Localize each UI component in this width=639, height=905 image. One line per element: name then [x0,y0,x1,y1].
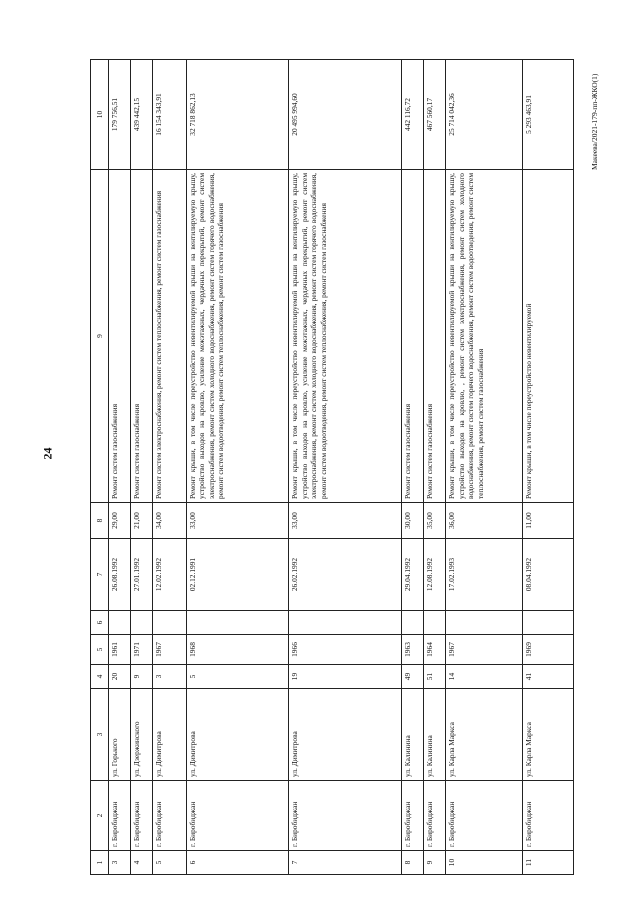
cost-cell: 5 293 463,91 [522,60,573,170]
wear-percent-cell: 33,00 [289,503,402,539]
header-cell: 7 [91,539,109,611]
house-number-cell: 9 [131,665,153,689]
cost-cell: 20 495 994,60 [289,60,402,170]
repair-works-cell: Ремонт крыши, в том числе переустройство невентилируемой [522,170,573,503]
house-number-cell: 19 [289,665,402,689]
cost-cell: 32 718 862,13 [186,60,289,170]
city-cell: г. Биробиджан [424,781,446,851]
header-cell: 6 [91,611,109,635]
street-cell: ул. Димитрова [289,689,402,781]
row-number-cell: 10 [446,851,522,875]
cost-cell: 179 756,51 [109,60,131,170]
housing-repair-table [90,59,574,875]
house-number-cell: 51 [424,665,446,689]
cost-cell: 442 116,72 [401,60,423,170]
header-row [91,60,109,875]
street-cell: ул. Карла Маркса [522,689,573,781]
header-cell: 10 [91,60,109,170]
street-cell: ул. Калинина [401,689,423,781]
city-cell: г. Биробиджан [401,781,423,851]
date-cell: 29.04.1992 [401,539,423,611]
repair-works-cell: Ремонт систем газоснабжения [424,170,446,503]
city-cell: г. Биробиджан [289,781,402,851]
house-number-cell: 3 [153,665,186,689]
table-row [153,60,186,875]
date-cell: 17.02.1993 [446,539,522,611]
wear-percent-cell: 29,00 [109,503,131,539]
rotated-table-container [90,60,574,875]
street-cell: ул. Димитрова [153,689,186,781]
repair-works-cell: Ремонт крыши, в том числе переустройство невентилируемой крыши на вентилируемую крышу, устройство выходов на кровлю, , ремонт систем электроснабжения, ремонт систем холодного водоснабжения, ремонт систем горячего водоснабжения, ремонт систем водоотведения, ремонт систем теплоснабжения, ремонт систем газоснабжения [446,170,522,503]
wear-percent-cell: 30,00 [401,503,423,539]
city-cell: г. Биробиджан [186,781,289,851]
year-built-cell: 1969 [522,635,573,665]
table-row [131,60,153,875]
repair-works-cell: Ремонт систем газоснабжения [131,170,153,503]
city-cell: г. Биробиджан [131,781,153,851]
header-cell: 2 [91,781,109,851]
city-cell: г. Биробиджан [522,781,573,851]
wear-percent-cell: 35,00 [424,503,446,539]
table-row [401,60,423,875]
street-cell: ул. Дзержинского [131,689,153,781]
table-row [109,60,131,875]
row-number-cell: 4 [131,851,153,875]
house-number-cell: 41 [522,665,573,689]
row-number-cell: 3 [109,851,131,875]
table-row [446,60,522,875]
wear-percent-cell: 34,00 [153,503,186,539]
column-6-cell [424,611,446,635]
row-number-cell: 11 [522,851,573,875]
table-row [522,60,573,875]
row-number-cell: 6 [186,851,289,875]
header-cell: 5 [91,635,109,665]
header-cell: 9 [91,170,109,503]
year-built-cell: 1963 [401,635,423,665]
column-6-cell [289,611,402,635]
page-number: 24 [40,447,55,460]
document-code: Макеева/2021-179-пп-ЖКО(1) [590,73,599,170]
street-cell: ул. Карла Маркса [446,689,522,781]
row-number-cell: 9 [424,851,446,875]
year-built-cell: 1971 [131,635,153,665]
table-row [186,60,289,875]
date-cell: 02.12.1991 [186,539,289,611]
house-number-cell: 49 [401,665,423,689]
row-number-cell: 5 [153,851,186,875]
header-cell: 1 [91,851,109,875]
header-cell: 3 [91,689,109,781]
city-cell: г. Биробиджан [153,781,186,851]
date-cell: 27.01.1992 [131,539,153,611]
cost-cell: 16 154 343,91 [153,60,186,170]
house-number-cell: 5 [186,665,289,689]
column-6-cell [186,611,289,635]
column-6-cell [131,611,153,635]
cost-cell: 25 714 042,36 [446,60,522,170]
year-built-cell: 1964 [424,635,446,665]
repair-works-cell: Ремонт систем газоснабжения [109,170,131,503]
row-number-cell: 8 [401,851,423,875]
street-cell: ул. Калинина [424,689,446,781]
table-row [289,60,402,875]
year-built-cell: 1967 [153,635,186,665]
city-cell: г. Биробиджан [109,781,131,851]
header-cell: 4 [91,665,109,689]
street-cell: ул. Горького [109,689,131,781]
house-number-cell: 14 [446,665,522,689]
city-cell: г. Биробиджан [446,781,522,851]
row-number-cell: 7 [289,851,402,875]
column-6-cell [109,611,131,635]
table-row [424,60,446,875]
column-6-cell [446,611,522,635]
wear-percent-cell: 11,00 [522,503,573,539]
date-cell: 12.08.1992 [424,539,446,611]
repair-works-cell: Ремонт крыши, в том числе переустройство невентилируемой крыши на вентилируемую крышу, устройство выходов на кровлю, усиление межэтажных, чердачных перекрытий, ремонт систем электроснабжения, ремонт систем холодного водоснабжения, ремонт систем горячего водоснабжения, ремонт систем водоотведения, ремонт систем теплоснабжения, ремонт систем газоснабжения [186,170,289,503]
cost-cell: 439 442,15 [131,60,153,170]
year-built-cell: 1961 [109,635,131,665]
date-cell: 26.02.1992 [289,539,402,611]
repair-works-cell: Ремонт систем газоснабжения [401,170,423,503]
cost-cell: 467 560,17 [424,60,446,170]
year-built-cell: 1968 [186,635,289,665]
header-cell: 8 [91,503,109,539]
wear-percent-cell: 21,00 [131,503,153,539]
year-built-cell: 1966 [289,635,402,665]
house-number-cell: 20 [109,665,131,689]
date-cell: 26.08.1992 [109,539,131,611]
date-cell: 12.02.1992 [153,539,186,611]
repair-works-cell: Ремонт крыши, в том числе переустройство невентилируемой крыши на вентилируемую крышу, устройство выходов на кровлю, усиление межэтажных, чердачных перекрытий, ремонт систем электроснабжения, ремонт систем холодного водоснабжения, ремонт систем горячего водоснабжения, ремонт систем водоотведения, ремонт систем теплоснабжения, ремонт систем газоснабжения [289,170,402,503]
wear-percent-cell: 36,00 [446,503,522,539]
repair-works-cell: Ремонт систем электроснабжения, ремонт систем теплоснабжения, ремонт систем газоснабжения [153,170,186,503]
column-6-cell [401,611,423,635]
street-cell: ул. Димитрова [186,689,289,781]
date-cell: 08.04.1992 [522,539,573,611]
column-6-cell [522,611,573,635]
column-6-cell [153,611,186,635]
wear-percent-cell: 33,00 [186,503,289,539]
year-built-cell: 1967 [446,635,522,665]
